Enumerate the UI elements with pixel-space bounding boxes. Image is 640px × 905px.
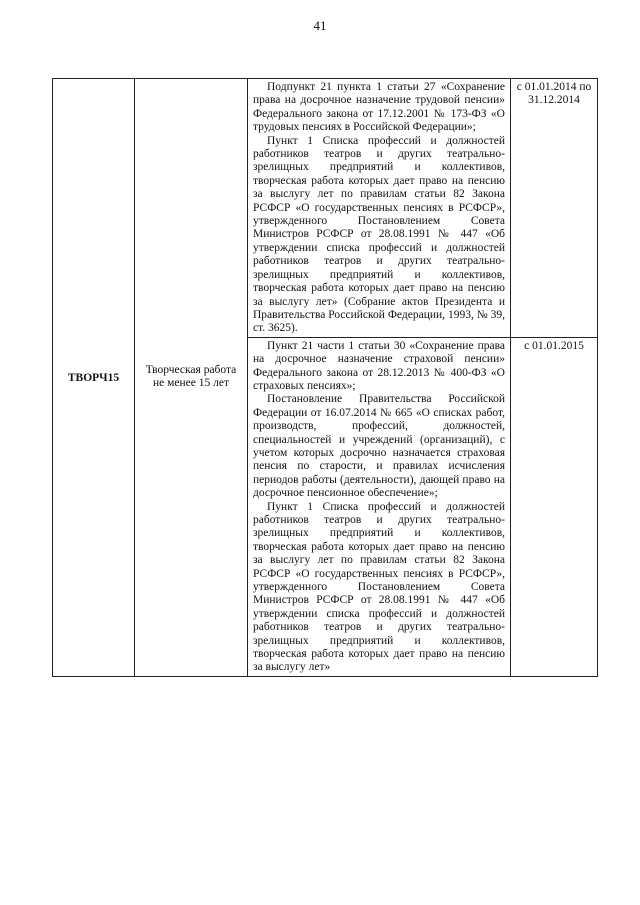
code-cell <box>53 79 135 677</box>
basis-paragraph: Пункт 1 Списка профессий и должностей работников театров и других театрально-зрелищных предприятий и коллективов, творческая работа которых дает право на пенсию за выслугу лет по правилам статьи 82 Закона РСФСР «О государственных пенсиях в РСФСР», утвержденного Постановлением Совета Министров РСФСР от 28.08.1991 № 447 «Об утверждении списка профессий и должностей работников театров и других театрально-зрелищных предприятий и коллективов, творческая работа которых дает право на пенсию за выслугу лет» <box>253 500 505 674</box>
period-value: с 01.01.2015 <box>524 339 584 352</box>
period-value: с 01.01.2014 по 31.12.2014 <box>516 81 592 106</box>
pension-codes-table <box>52 78 598 677</box>
page-number: 41 <box>313 18 327 33</box>
table-row <box>53 79 598 338</box>
basis-paragraph: Пункт 1 Списка профессий и должностей работников театров и других театрально-зрелищных предприятий и коллективов, творческая работа которых дает право на пенсию за выслугу лет по правилам статьи 82 Закона РСФСР «О государственных пенсиях в РСФСР», утвержденного Постановлением Совета Министров РСФСР от 28.08.1991 № 447 «Об утверждении списка профессий и должностей работников театров и других театрально-зрелищных предприятий и коллективов, творческая работа которых дает право на пенсию за выслугу лет» (Собрание актов Президента и Правительства Российской Федерации, 1993, № 39, ст. 3625). <box>253 134 505 335</box>
basis-paragraph: Постановление Правительства Российской Федерации от 16.07.2014 № 665 «О списках работ, производств, профессий, должностей, специальностей и учреждений (организаций), с учетом которых досрочно назначается страховая пенсия по старости, и правилах исчисления периодов работы (деятельности), дающей право на досрочное пенсионное обеспечение»; <box>253 393 505 500</box>
basis-paragraph: Пункт 21 части 1 статьи 30 «Сохранение права на досрочное назначение страховой пенсии» Федерального закона от 28.12.2013 № 400-ФЗ «О страховых пенсиях»; <box>253 339 505 392</box>
period-cell <box>511 337 598 676</box>
basis-paragraph: Подпункт 21 пункта 1 статьи 27 «Сохранение права на досрочное назначение трудовой пенсии» Федерального закона от 17.12.2001 № 173-ФЗ «О трудовых пенсиях в Российской Федерации»; <box>253 81 505 134</box>
description-cell <box>135 79 248 677</box>
basis-cell <box>248 79 511 338</box>
basis-cell <box>248 337 511 676</box>
code-value: ТВОРЧ15 <box>67 372 120 385</box>
description-value: Творческая работа не менее 15 лет <box>145 364 237 390</box>
period-cell <box>511 79 598 338</box>
